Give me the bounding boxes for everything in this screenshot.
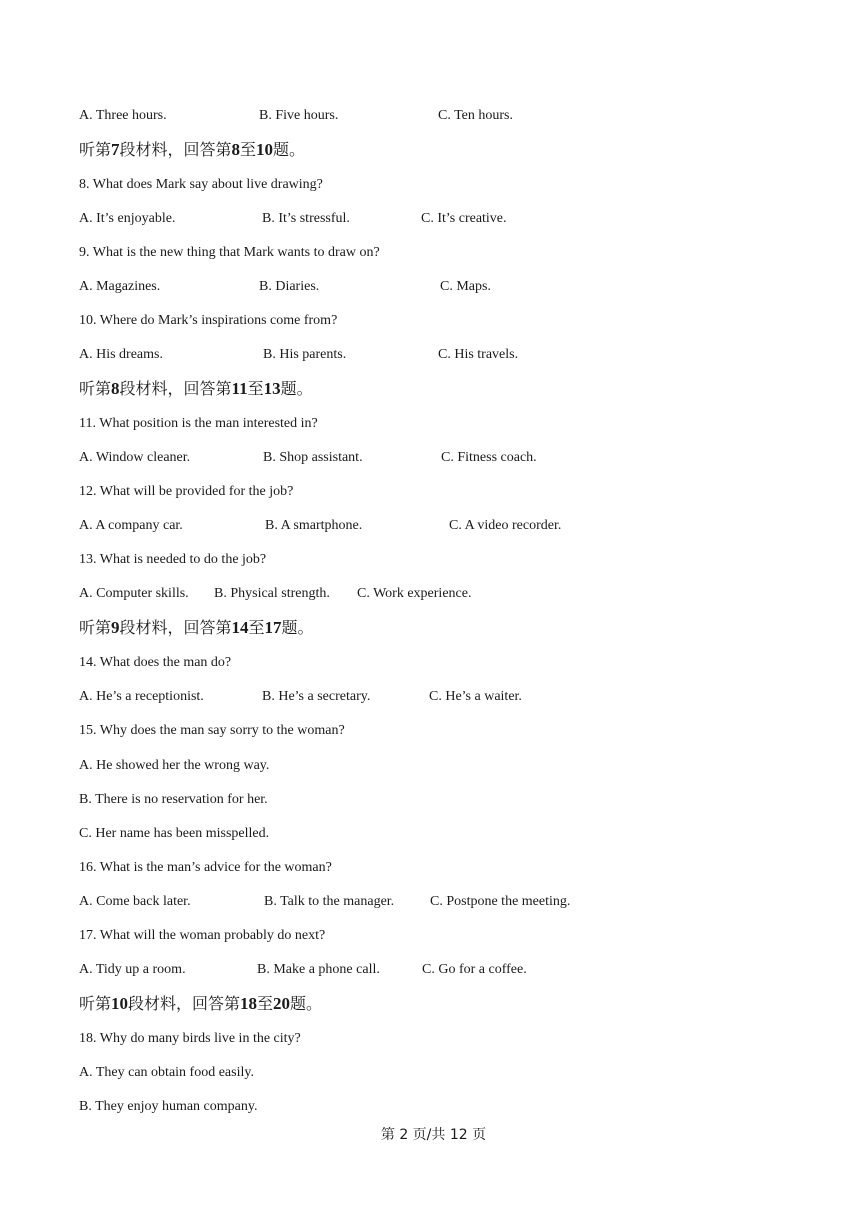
q13-option-c: C. Work experience. xyxy=(357,586,472,601)
q14-option-a: A. He’s a receptionist. xyxy=(79,689,204,704)
question-13: 13. What is needed to do the job? xyxy=(79,552,267,567)
q17-option-a: A. Tidy up a room. xyxy=(79,962,186,977)
q15-option-a: A. He showed her the wrong way. xyxy=(79,758,270,773)
q14-option-c: C. He’s a waiter. xyxy=(429,689,522,704)
q10-option-c: C. His travels. xyxy=(438,347,519,362)
section-heading-7: 听第7段材料，回答第8至10题。 xyxy=(79,140,306,159)
q11-option-a: A. Window cleaner. xyxy=(79,450,191,465)
question-10: 10. Where do Mark’s inspirations come from? xyxy=(79,313,338,328)
q8-option-b: B. It’s stressful. xyxy=(262,211,350,226)
q9-option-c: C. Maps. xyxy=(440,279,491,294)
q12-option-b: B. A smartphone. xyxy=(265,518,363,533)
q14-option-b: B. He’s a secretary. xyxy=(262,689,371,704)
q16-option-a: A. Come back later. xyxy=(79,894,191,909)
q7-option-c: C. Ten hours. xyxy=(438,108,513,123)
q10-option-b: B. His parents. xyxy=(263,347,347,362)
q18-option-b: B. They enjoy human company. xyxy=(79,1099,258,1114)
q15-option-b: B. There is no reservation for her. xyxy=(79,792,268,807)
q12-option-a: A. A company car. xyxy=(79,518,183,533)
question-17: 17. What will the woman probably do next? xyxy=(79,928,326,943)
q17-option-c: C. Go for a coffee. xyxy=(422,962,527,977)
q13-option-b: B. Physical strength. xyxy=(214,586,330,601)
question-8: 8. What does Mark say about live drawing? xyxy=(79,177,323,192)
question-16: 16. What is the man’s advice for the woman? xyxy=(79,860,332,875)
question-12: 12. What will be provided for the job? xyxy=(79,484,294,499)
q16-option-b: B. Talk to the manager. xyxy=(264,894,395,909)
question-9: 9. What is the new thing that Mark wants to draw on? xyxy=(79,245,380,260)
q18-option-a: A. They can obtain food easily. xyxy=(79,1065,254,1080)
q12-option-c: C. A video recorder. xyxy=(449,518,562,533)
q11-option-b: B. Shop assistant. xyxy=(263,450,363,465)
question-15: 15. Why does the man say sorry to the woman? xyxy=(79,723,345,738)
q8-option-a: A. It’s enjoyable. xyxy=(79,211,176,226)
q10-option-a: A. His dreams. xyxy=(79,347,163,362)
q13-option-a: A. Computer skills. xyxy=(79,586,189,601)
question-14: 14. What does the man do? xyxy=(79,655,232,670)
q16-option-c: C. Postpone the meeting. xyxy=(430,894,571,909)
q7-option-a: A. Three hours. xyxy=(79,108,167,123)
section-heading-8: 听第8段材料，回答第11至13题。 xyxy=(79,379,313,398)
page-footer: 第 2 页/共 12 页 xyxy=(380,1127,487,1143)
q9-option-b: B. Diaries. xyxy=(259,279,320,294)
question-18: 18. Why do many birds live in the city? xyxy=(79,1031,301,1046)
q7-option-b: B. Five hours. xyxy=(259,108,339,123)
q15-option-c: C. Her name has been misspelled. xyxy=(79,826,270,841)
question-11: 11. What position is the man interested in? xyxy=(79,416,318,431)
q17-option-b: B. Make a phone call. xyxy=(257,962,380,977)
q8-option-c: C. It’s creative. xyxy=(421,211,507,226)
section-heading-9: 听第9段材料，回答第14至17题。 xyxy=(79,618,314,637)
q9-option-a: A. Magazines. xyxy=(79,279,161,294)
section-heading-10: 听第10段材料，回答第18至20题。 xyxy=(79,994,323,1013)
q11-option-c: C. Fitness coach. xyxy=(441,450,537,465)
